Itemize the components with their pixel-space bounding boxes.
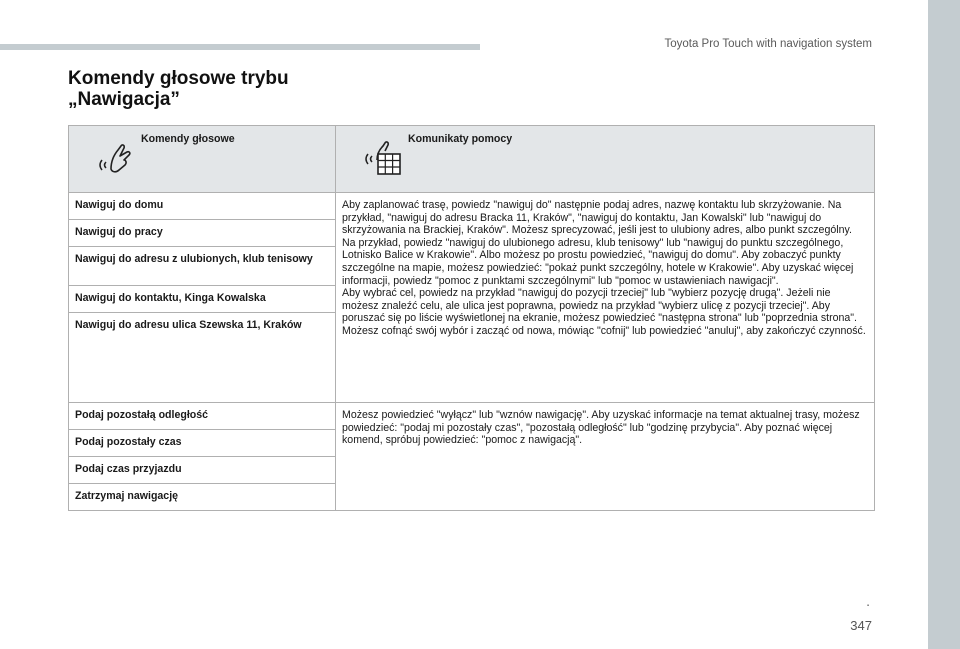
page-title	[68, 68, 289, 110]
side-strip	[928, 0, 960, 649]
command-cell: Nawiguj do domu	[69, 193, 336, 220]
command-cell: Nawiguj do adresu ulica Szewska 11, Kraków	[69, 313, 336, 403]
page-title-line2: „Nawigacja”	[68, 89, 180, 110]
header-voice-commands	[69, 126, 336, 193]
page-number: 347	[850, 618, 872, 633]
manual-title: Toyota Pro Touch with navigation system	[664, 38, 872, 50]
page-title-line1: Komendy głosowe trybu	[68, 68, 289, 89]
voice-command-icon	[97, 138, 135, 176]
header-help-messages-label: Komunikaty pomocy	[408, 133, 513, 145]
command-cell: Podaj czas przyjazdu	[69, 457, 336, 484]
help-cell	[336, 193, 875, 403]
command-cell: Nawiguj do adresu z ulubionych, klub tenisowy	[69, 247, 336, 286]
table-header-row	[69, 126, 875, 193]
command-cell: Nawiguj do pracy	[69, 220, 336, 247]
header-accent-bar	[0, 44, 480, 50]
header-help-messages	[336, 126, 875, 193]
help-paragraph: Aby wybrać cel, powiedz na przykład "nawiguj do pozycji trzeciej" lub "wybierz pozycję drugą". Jeżeli nie możesz znaleźć celu, ale ulica jest poprawna, powiedz na przykład "wybierz ulicę z pozycji trzeciej". Aby poruszać się po liście wyświetlonej na ekranie, możesz powiedzieć "następna strona" lub "poprzednia strona". Możesz cofnąć swój wybór i zacząć od nowa, mówiąc "cofnij" lub powiedzieć "anuluj", aby zakończyć czynność.	[342, 287, 866, 337]
command-cell: Zatrzymaj nawigację	[69, 484, 336, 511]
help-paragraph: Aby zaplanować trasę, powiedz "nawiguj do" następnie podaj adres, nazwę kontaktu lub skrzyżowanie. Na przykład, "nawiguj do adresu Bracka 11, Kraków", "nawiguj do kontaktu, Jan Kowalski" lub "nawiguj do skrzyżowania na Brackiej, Kraków". Możesz sprecyzować, jeśli jest to ulubiony adres, albo punkt szczególny. Na przykład, powiedz "nawiguj do ulubionego adresu, klub tenisowy" lub "nawiguj do punktu szczególnego, Lotnisko Balice w Krakowie". Albo możesz po prostu powiedzieć, "nawiguj do domu". Aby zobaczyć punkty szczególne na mapie, możesz powiedzieć: "pokaż punkt szczególny, hotele w Krakowie". Aby uzyskać więcej informacji, powiedz "pomoc z punktami szczególnymi" lub "pomoc w ustawieniach nawigacji".	[342, 199, 854, 287]
help-cell	[336, 403, 875, 511]
table-row	[69, 193, 875, 220]
command-cell: Nawiguj do kontaktu, Kinga Kowalska	[69, 286, 336, 313]
header-voice-commands-label: Komendy głosowe	[141, 133, 235, 145]
help-paragraph: Możesz powiedzieć "wyłącz" lub "wznów nawigację". Aby uzyskać informacje na temat aktualnej trasy, możesz powiedzieć: "podaj mi pozostały czas", "pozostałą odległość" lub "godzinę przybycia". Aby poznać więcej komend, spróbuj powiedzieć: "pomoc z nawigacją".	[342, 409, 860, 447]
help-message-icon	[364, 138, 402, 176]
continue-marker: .	[866, 593, 870, 609]
table-row	[69, 403, 875, 430]
voice-commands-table	[68, 125, 875, 511]
command-cell: Podaj pozostałą odległość	[69, 403, 336, 430]
command-cell: Podaj pozostały czas	[69, 430, 336, 457]
